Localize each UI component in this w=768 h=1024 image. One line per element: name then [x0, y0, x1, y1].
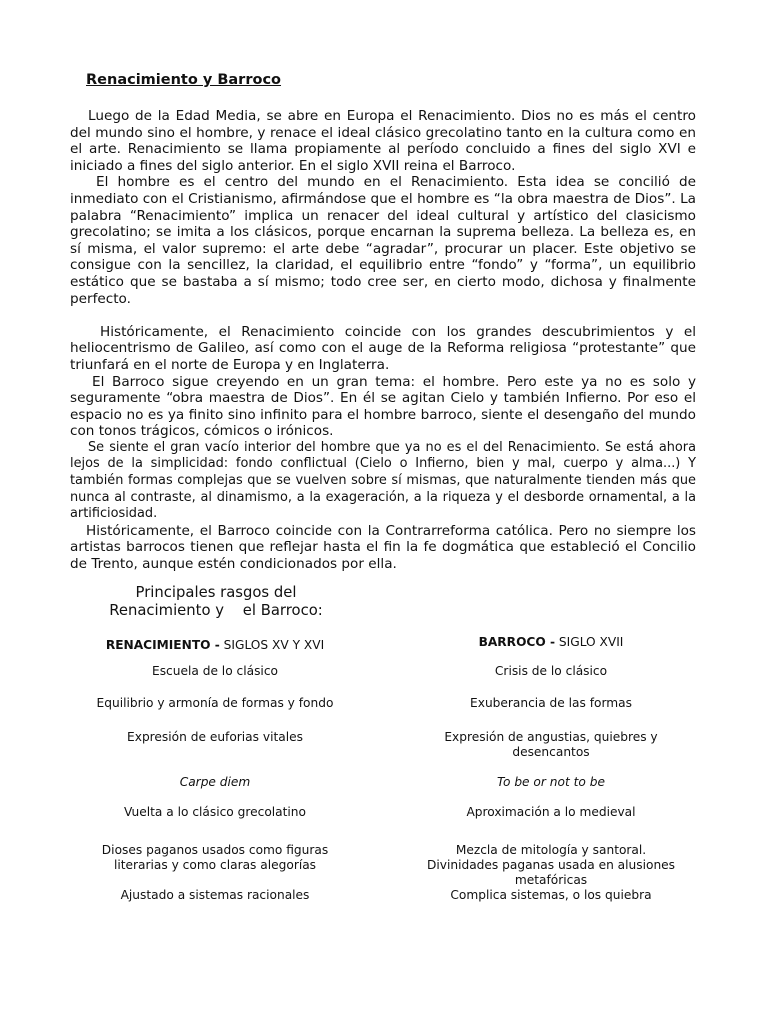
- comparison-table: [70, 626, 696, 902]
- cell-renacimiento: Dioses paganos usados como figuras literarias y como claras alegorías: [101, 843, 329, 872]
- paragraph-renacimiento: El hombre es el centro del mundo en el Renacimiento. Esta idea se concilió de inmediato con el Cristianismo, afirmándose que el hombre es “la obra maestra de Dios”. La palabra “Renacimiento” implica un renacer del ideal cultural y artístico del clasicismo grecolatino; se imita a los clásicos, porque encarnan la suprema belleza. La belleza es, en sí misma, el valor supremo: el arte debe “agradar”, procurar un placer. Este objetivo se consigue con la sencillez, la claridad, el equilibrio entre “fondo” y “forma”, un equilibrio estático que se bastaba a sí mismo; todo cree ser, en cierto modo, dichosa y finalmente perfecto.: [70, 174, 696, 307]
- paragraph-historia-renacimiento: Históricamente, el Renacimiento coincide con los grandes descubrimientos y el heliocentrismo de Galileo, así como con el auge de la Reforma religiosa “protestante” que triunfará en el norte de Europa y en Inglaterra.: [70, 323, 696, 373]
- table-heading: [86, 584, 346, 620]
- table-heading-line1: Principales rasgos del: [135, 584, 297, 601]
- document-title: Renacimiento y Barroco: [86, 72, 282, 88]
- table-row: [70, 652, 696, 694]
- table-header-row: [70, 626, 696, 652]
- header-barroco-period: SIGLO XVII: [555, 635, 624, 649]
- paragraph-intro: Luego de la Edad Media, se abre en Europa el Renacimiento. Dios no es más el centro del mundo sino el hombre, y renace el ideal clásico grecolatino tanto en la cultura como en el arte. Renacimiento se llama propiamente al período concluido a fines del siglo XVI e iniciado a fines del siglo anterior. En el siglo XVII reina el Barroco.: [70, 108, 696, 174]
- header-barroco-name: BARROCO -: [478, 635, 556, 649]
- cell-barroco: Aproximación a lo medieval: [466, 805, 636, 819]
- cell-barroco: [406, 843, 696, 888]
- cell-barroco: Crisis de lo clásico: [494, 664, 608, 678]
- cell-barroco: Exuberancia de las formas: [470, 696, 632, 710]
- cell-renacimiento: Equilibrio y armonía de formas y fondo: [96, 696, 334, 710]
- table-row: [70, 775, 696, 805]
- paragraph-vacio-interior: Se siente el gran vacío interior del hombre que ya no es el del Renacimiento. Se está ahora lejos de la simplicidad: fondo conflictual (Cielo o Infierno, bien y mal, cuerpo y alma...) Y también formas complejas que se vuelven sobre sí mismas, que naturalmente tienden más que nunca al contraste, al dinamismo, a la exageración, a la riqueza y el desborde ornamental, a la artificiosidad.: [70, 439, 696, 522]
- table-row: [70, 694, 696, 728]
- header-renacimiento-name: RENACIMIENTO -: [105, 638, 220, 652]
- header-barroco: [406, 626, 696, 652]
- header-renacimiento: [70, 626, 360, 652]
- cell-renacimiento: Expresión de euforias vitales: [127, 730, 303, 744]
- table-row: [70, 728, 696, 775]
- cell-barroco: Complica sistemas, o los quiebra: [450, 888, 652, 902]
- cell-renacimiento: Vuelta a lo clásico grecolatino: [124, 805, 306, 819]
- cell-renacimiento: Carpe diem: [179, 775, 251, 789]
- table-row: [70, 888, 696, 902]
- table-row: [70, 805, 696, 843]
- cell-barroco-line1: Mezcla de mitología y santoral.: [455, 843, 647, 857]
- document-body: [70, 108, 696, 573]
- table-heading-line2: Renacimiento y el Barroco:: [109, 602, 323, 619]
- table-row: [70, 843, 696, 888]
- cell-renacimiento: Escuela de lo clásico: [152, 664, 278, 678]
- cell-barroco: Expresión de angustias, quiebres y desencantos: [444, 730, 658, 759]
- header-renacimiento-period: SIGLOS XV Y XVI: [219, 638, 325, 652]
- paragraph-historia-barroco: Históricamente, el Barroco coincide con la Contrarreforma católica. Pero no siempre los artistas barrocos tienen que reflejar hasta el fin la fe dogmática que estableció el Concilio de Trento, aunque estén condicionados por ella.: [70, 522, 696, 573]
- paragraph-barroco: El Barroco sigue creyendo en un gran tema: el hombre. Pero este ya no es solo y seguramente “obra maestra de Dios”. En él se agitan Cielo y también Infierno. Por eso el espacio no es ya finito sino infinito para el hombre barroco, siente el desengaño del mundo con tonos trágicos, cómicos o irónicos.: [70, 373, 696, 440]
- cell-barroco: To be or not to be: [497, 775, 605, 789]
- cell-renacimiento: Ajustado a sistemas racionales: [120, 888, 310, 902]
- cell-barroco-line2: Divinidades paganas usada en alusiones metafóricas: [426, 858, 676, 887]
